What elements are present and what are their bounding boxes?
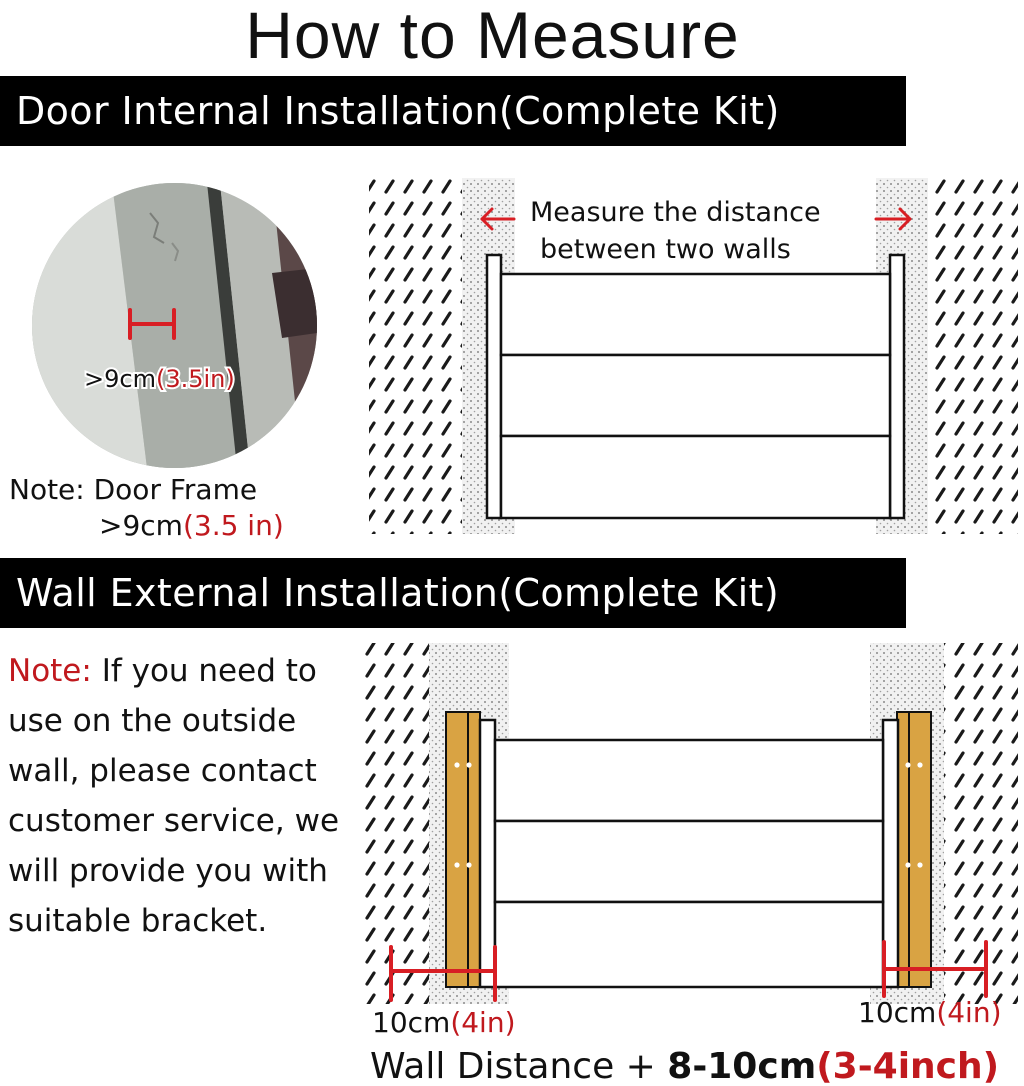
gate-internal	[487, 255, 904, 518]
door-frame-note	[9, 472, 284, 544]
right-10cm-label: 10cm(4in)	[858, 996, 1002, 1029]
photo-measure-label: >9cm(3.5in)	[84, 365, 235, 393]
left-10cm-label: 10cm(4in)	[372, 1006, 516, 1039]
wall-distance-formula: Wall Distance + 8-10cm(3-4inch)	[370, 1046, 1000, 1086]
left-wall-hatch-2	[359, 643, 431, 1004]
measure-text-line2: between two walls	[540, 234, 791, 265]
door-internal-diagram	[369, 178, 1018, 534]
right-wall-hatch-2	[944, 643, 1018, 1004]
left-wall-hatch	[369, 178, 464, 534]
right-wood-bracket	[897, 712, 931, 987]
measure-text-line1: Measure the distance	[530, 197, 821, 228]
left-wood-bracket	[446, 712, 480, 987]
note-label: Note:	[8, 653, 92, 689]
section-heading-door-internal: Door Internal Installation(Complete Kit)	[0, 76, 906, 146]
door-frame-note-line1: Note: Door Frame	[9, 473, 258, 506]
door-frame-photo	[32, 183, 317, 468]
wall-external-diagram	[359, 643, 1018, 1086]
section-heading-wall-external: Wall External Installation(Complete Kit)	[0, 558, 906, 628]
note-text: If you need to use on the outside wall, please contact customer service, we will provide you with suitable bracket.	[8, 653, 340, 939]
door-frame-note-line2: >9cm(3.5 in)	[99, 509, 284, 542]
right-wall-hatch	[928, 178, 1018, 534]
gate-external	[480, 720, 898, 987]
page-title: How to Measure	[245, 0, 740, 72]
outside-wall-note	[8, 646, 353, 946]
